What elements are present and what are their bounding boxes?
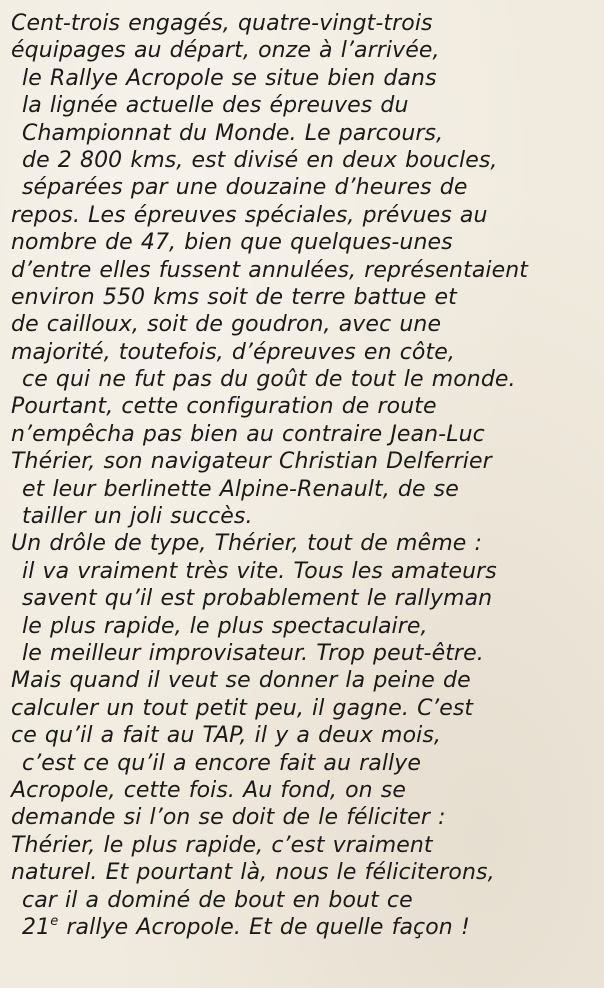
text-line: Un drôle de type, Thérier, tout de même :	[11, 531, 482, 557]
text-line: savent qu’il est probablement le rallyman	[22, 586, 493, 612]
text-line: repos. Les épreuves spéciales, prévues au	[11, 202, 488, 228]
text-line: car il a dominé de bout en bout ce	[22, 887, 413, 913]
text-line: Thérier, le plus rapide, c’est vraiment	[11, 832, 433, 858]
text-line: Championnat du Monde. Le parcours,	[22, 120, 444, 146]
text-line: de 2 800 kms, est divisé en deux boucles,	[22, 147, 498, 173]
text-line: c’est ce qu’il a encore fait au rallye	[22, 750, 422, 776]
text-line: équipages au départ, onze à l’arrivée,	[11, 38, 440, 64]
text-line: n’empêcha pas bien au contraire Jean-Luc	[11, 421, 485, 447]
ordinal-superscript: e	[50, 913, 59, 929]
text-line: ce qu’il a fait au TAP, il y a deux mois,	[11, 723, 442, 749]
text-line: le plus rapide, le plus spectaculaire,	[22, 613, 428, 639]
text-line: le meilleur improvisateur. Trop peut-être.	[22, 640, 484, 666]
text-line: Mais quand il veut se donner la peine de	[11, 668, 471, 694]
text-line: Thérier, son navigateur Christian Delferrier	[11, 449, 492, 475]
text-line: calculer un tout petit peu, il gagne. C’est	[11, 695, 474, 721]
text-line: la lignée actuelle des épreuves du	[22, 93, 409, 119]
text-line: naturel. Et pourtant là, nous le féliciterons,	[11, 860, 495, 886]
text-line: le Rallye Acropole se situe bien dans	[22, 65, 437, 91]
text-line: Cent-trois engagés, quatre-vingt-trois	[11, 11, 433, 36]
ordinal-number: 21	[22, 914, 51, 940]
text-line: environ 550 kms soit de terre battue et	[11, 284, 457, 310]
text-line: il va vraiment très vite. Tous les amateurs	[22, 558, 497, 584]
text-line: demande si l’on se doit de le féliciter :	[11, 805, 446, 831]
article-text	[11, 10, 601, 941]
text-line: ce qui ne fut pas du goût de tout le monde.	[22, 367, 516, 393]
text-line: de cailloux, soit de goudron, avec une	[11, 312, 442, 338]
last-line-text: rallye Acropole. Et de quelle façon !	[58, 914, 470, 940]
text-line: nombre de 47, bien que quelques-unes	[11, 230, 453, 256]
text-line: séparées par une douzaine d’heures de	[22, 175, 468, 201]
text-line: Pourtant, cette configuration de route	[11, 394, 437, 420]
text-line: d’entre elles fussent annulées, représentaient	[11, 257, 529, 283]
text-line: Acropole, cette fois. Au fond, on se	[11, 777, 406, 803]
text-line: et leur berlinette Alpine-Renault, de se	[22, 476, 459, 502]
text-line: tailler un joli succès.	[22, 504, 253, 530]
text-line-last	[11, 914, 601, 941]
text-line: majorité, toutefois, d’épreuves en côte,	[11, 339, 455, 365]
